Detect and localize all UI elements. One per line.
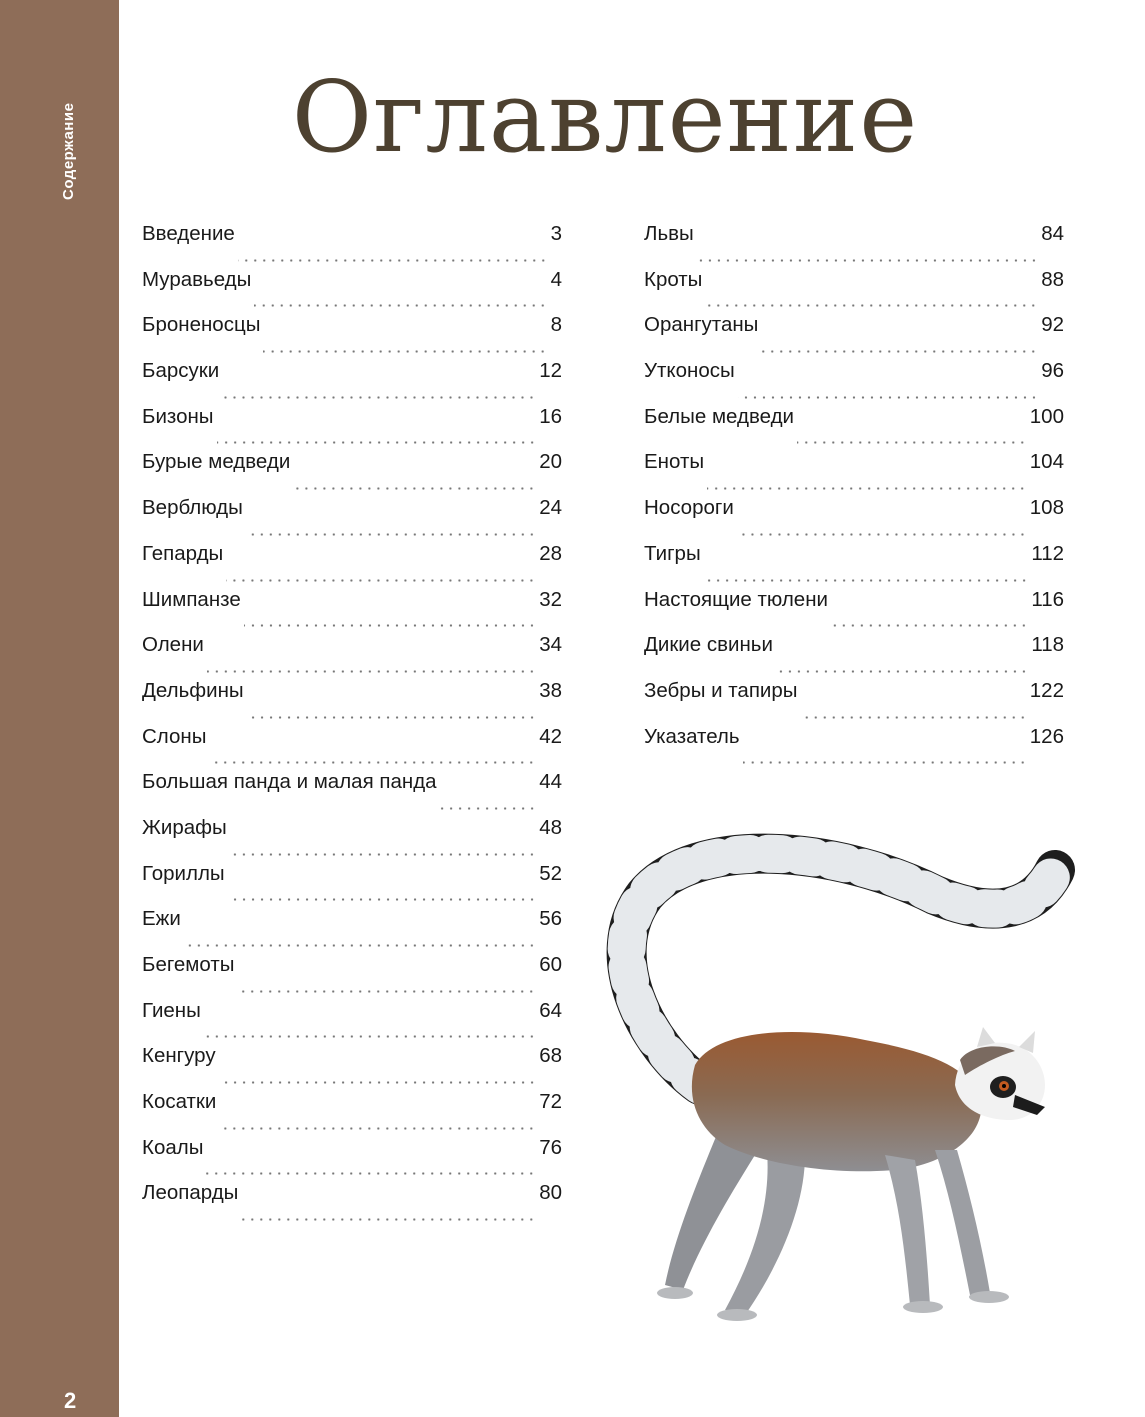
- dot-leader: [238, 259, 548, 262]
- toc-entry: [142, 1136, 562, 1182]
- toc-entry: [142, 1090, 562, 1136]
- toc-entry-page: 34: [539, 633, 562, 657]
- toc-entry-title: Гепарды: [142, 541, 224, 565]
- dot-leader: [217, 441, 537, 444]
- toc-entry-page: 42: [539, 724, 562, 748]
- toc-entry: [644, 725, 1064, 771]
- dot-leader: [737, 533, 1027, 536]
- toc-entry-title: Бегемоты: [142, 953, 235, 976]
- dot-leader: [707, 487, 1027, 490]
- toc-entry: [644, 588, 1064, 634]
- toc-entry: [142, 268, 562, 314]
- toc-entry: [142, 953, 562, 999]
- page-title: Оглавление: [291, 61, 919, 175]
- toc-entry: [644, 542, 1064, 588]
- toc-entry-page: 60: [539, 953, 562, 976]
- toc-entry-title: Олени: [142, 633, 204, 657]
- toc-entry: [142, 450, 562, 496]
- toc-entry-title: Зебры и тапиры: [644, 678, 798, 702]
- toc-entry-page: 108: [1029, 496, 1064, 520]
- toc-entry: [142, 679, 562, 725]
- dot-leader: [704, 579, 1029, 582]
- toc-entry-page: 104: [1029, 450, 1064, 474]
- dot-leader: [184, 944, 536, 947]
- dot-leader: [797, 441, 1027, 444]
- toc-entry-title: Еноты: [644, 450, 705, 474]
- toc-entry-page: 100: [1029, 404, 1064, 428]
- toc-entry-page: 24: [539, 496, 562, 520]
- toc-entry: [142, 496, 562, 542]
- toc-entry-title: Гиены: [142, 998, 201, 1022]
- dot-leader: [209, 761, 536, 764]
- toc-entry: [644, 633, 1064, 679]
- toc-entry-title: Указатель: [644, 724, 740, 748]
- toc-column-left: [142, 222, 562, 1227]
- toc-entry-page: 38: [539, 678, 562, 702]
- toc-entry: [644, 450, 1064, 496]
- toc-entry: [142, 816, 562, 862]
- toc-entry-page: 116: [1031, 587, 1064, 611]
- toc-entry: [142, 222, 562, 268]
- toc-entry-page: 96: [1041, 359, 1064, 383]
- toc-entry-page: 76: [539, 1135, 562, 1159]
- dot-leader: [743, 761, 1027, 764]
- toc-entry: [644, 313, 1064, 359]
- toc-entry-title: Бизоны: [142, 404, 214, 428]
- dot-leader: [204, 1035, 536, 1038]
- toc-entry-page: 84: [1041, 222, 1064, 245]
- dot-leader: [244, 624, 536, 627]
- toc-entry-page: 3: [550, 222, 562, 245]
- dot-leader: [697, 259, 1038, 262]
- toc-entry-title: Введение: [142, 222, 235, 245]
- toc-entry-page: 28: [539, 541, 562, 565]
- dot-leader: [226, 579, 536, 582]
- toc-entry-title: Львы: [644, 222, 694, 245]
- dot-leader: [254, 304, 547, 307]
- section-label-text: Содержание: [60, 102, 77, 200]
- sidebar-band: [0, 0, 119, 1417]
- toc-entry-page: 80: [539, 1181, 562, 1205]
- dot-leader: [263, 350, 547, 353]
- toc-entry: [644, 268, 1064, 314]
- toc-entry-title: Муравьеды: [142, 267, 252, 291]
- toc-entry-page: 118: [1031, 633, 1064, 657]
- dot-leader: [219, 1081, 537, 1084]
- dot-leader: [237, 990, 536, 993]
- toc-entry-page: 12: [539, 359, 562, 383]
- section-label: [60, 80, 90, 200]
- dot-leader: [831, 624, 1028, 627]
- toc-entry-title: Шимпанзе: [142, 587, 241, 611]
- dot-leader: [293, 487, 536, 490]
- toc-entry: [142, 999, 562, 1045]
- dot-leader: [230, 853, 536, 856]
- toc-entry: [142, 725, 562, 771]
- toc-entry: [142, 405, 562, 451]
- toc-entry-title: Броненосцы: [142, 313, 261, 337]
- toc-entry-title: Дельфины: [142, 678, 244, 702]
- toc-entry-title: Слоны: [142, 724, 207, 748]
- toc-entry-title: Кенгуру: [142, 1044, 216, 1068]
- toc-entry: [142, 313, 562, 359]
- page-number: 2: [64, 1388, 77, 1413]
- toc-entry-page: 48: [539, 815, 562, 839]
- toc-entry-page: 44: [539, 770, 562, 794]
- toc-entry-page: 20: [539, 450, 562, 474]
- toc-entry: [142, 907, 562, 953]
- toc-entry-page: 16: [539, 404, 562, 428]
- toc-entry: [644, 359, 1064, 405]
- toc-entry-page: 122: [1029, 678, 1064, 702]
- toc-entry-title: Носороги: [644, 496, 734, 520]
- toc-entry-page: 72: [539, 1090, 562, 1114]
- dot-leader: [228, 898, 537, 901]
- toc-entry-page: 92: [1041, 313, 1064, 337]
- toc-entry-title: Большая панда и малая панда: [142, 770, 437, 794]
- toc-entry-title: Ежи: [142, 907, 181, 931]
- toc-entry: [644, 679, 1064, 725]
- dot-leader: [222, 396, 536, 399]
- toc-entry: [644, 496, 1064, 542]
- toc-entry-page: 32: [539, 587, 562, 611]
- toc-entry-title: Настоящие тюлени: [644, 587, 828, 611]
- toc-entry-title: Верблюды: [142, 496, 243, 520]
- toc-entry: [142, 862, 562, 908]
- dot-leader: [776, 670, 1028, 673]
- toc-entry-title: Коалы: [142, 1135, 204, 1159]
- toc-entry-page: 52: [539, 861, 562, 885]
- dot-leader: [206, 1172, 536, 1175]
- dot-leader: [219, 1127, 536, 1130]
- toc-entry: [142, 1181, 562, 1227]
- toc-entry-title: Дикие свиньи: [644, 633, 773, 657]
- toc-entry-title: Жирафы: [142, 815, 227, 839]
- toc-entry-title: Бурые медведи: [142, 450, 291, 474]
- toc-entry: [142, 542, 562, 588]
- toc-entry-page: 8: [550, 313, 562, 337]
- toc-entry: [142, 588, 562, 634]
- toc-entry: [142, 359, 562, 405]
- toc-entry-page: 126: [1029, 724, 1064, 748]
- toc-entry-title: Барсуки: [142, 359, 220, 383]
- toc-entry: [142, 633, 562, 679]
- toc-entry-title: Косатки: [142, 1090, 217, 1114]
- dot-leader: [247, 716, 537, 719]
- toc-entry-page: 4: [550, 267, 562, 291]
- toc-entry-title: Леопарды: [142, 1181, 239, 1205]
- toc-column-right: [644, 222, 1064, 770]
- toc-entry-title: Утконосы: [644, 359, 735, 383]
- dot-leader: [241, 1218, 536, 1221]
- ring-tailed-lemur-illustration: [605, 815, 1075, 1335]
- toc-entry-page: 68: [539, 1044, 562, 1068]
- toc-entry: [644, 405, 1064, 451]
- dot-leader: [246, 533, 536, 536]
- dot-leader: [738, 396, 1038, 399]
- toc-entry-title: Гориллы: [142, 861, 225, 885]
- dot-leader: [440, 807, 537, 810]
- toc-entry-page: 56: [539, 907, 562, 931]
- toc-entry-page: 88: [1041, 267, 1064, 291]
- toc-entry-title: Тигры: [644, 541, 701, 565]
- toc-entry-page: 112: [1031, 541, 1064, 565]
- dot-leader: [705, 304, 1038, 307]
- toc-entry: [142, 1044, 562, 1090]
- toc-entry-title: Кроты: [644, 267, 703, 291]
- dot-leader: [801, 716, 1027, 719]
- toc-entry: [644, 222, 1064, 268]
- toc-entry-title: Орангутаны: [644, 313, 759, 337]
- toc-entry: [142, 770, 562, 816]
- dot-leader: [761, 350, 1038, 353]
- dot-leader: [207, 670, 536, 673]
- toc-entry-page: 64: [539, 998, 562, 1022]
- toc-entry-title: Белые медведи: [644, 404, 794, 428]
